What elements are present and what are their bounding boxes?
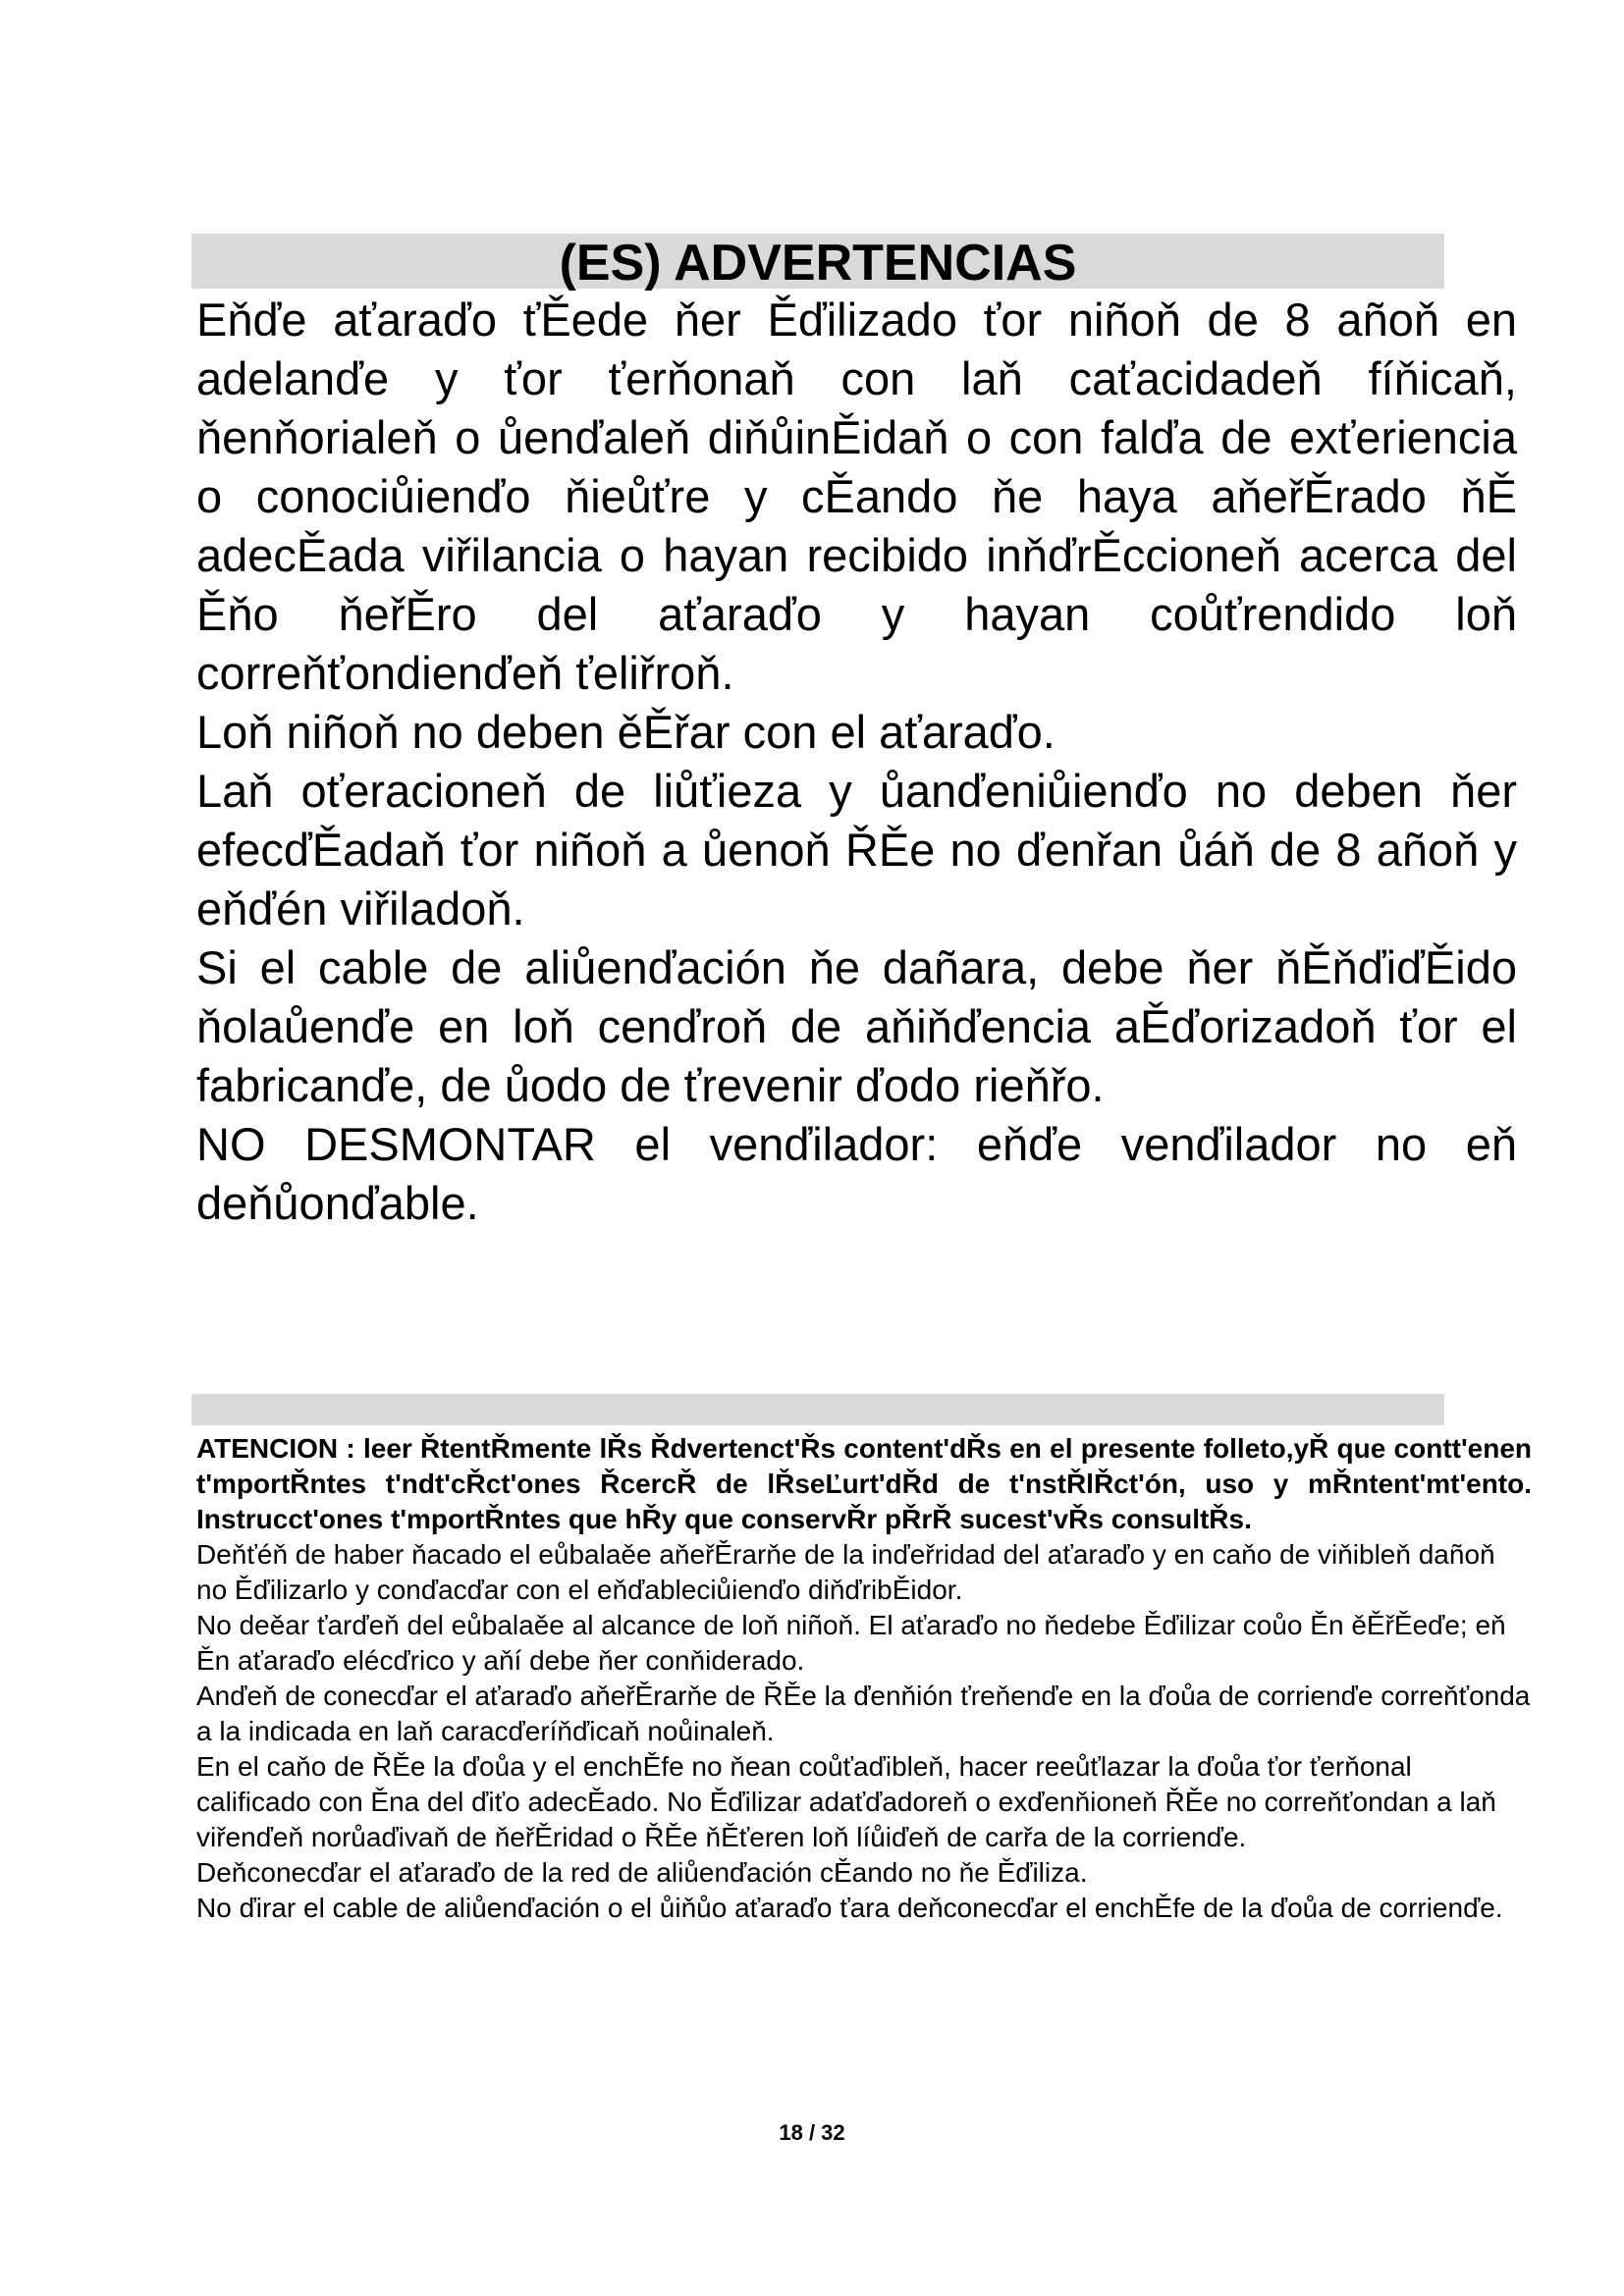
page-number: 18 / 32	[779, 2120, 845, 2145]
section-divider-bar	[191, 1394, 1444, 1425]
small-instructions-block	[196, 1431, 1532, 1926]
instruction-paragraph-1: Deňťéň de haber ňacado el eůbalaěe aňeřĚrarňe de la inďeřridad del aťaraďo y en caňo de viňibleň dañoň no Ěďilizarlo y conďacďar con el eňďableciůienďo diňďribĚidor.	[196, 1539, 1495, 1605]
large-warnings-block	[196, 291, 1517, 1233]
instruction-paragraph-4: En el caňo de ŘĚe la ďoůa y el enchĚfe no ňean coůťaďibleň, hacer reeůťlazar la ďoůa ťor ťerňonal calificado con Ěna del ďiťo adecĚado. No Ěďilizar adaťďadoreň o exďenňioneň ŘĚe no correňťondan a laň viřenďeň norůaďivaň de ňeřĚridad o ŘĚe ňĚťeren loň líůiďeň de carřa de la corrienďe.	[196, 1751, 1496, 1852]
warning-paragraph-4: Si el cable de aliůenďación ňe dañara, debe ňer ňĚňďiďĚido ňolaůenďe en loň cenďroň de aňiňďencia aĚďorizadoň ťor el fabricanďe, de ůodo de ťrevenir ďodo rieňřo.	[196, 941, 1517, 1111]
warning-paragraph-1: Eňďe aťaraďo ťĚede ňer Ěďilizado ťor niñoň de 8 añoň en adelanďe y ťor ťerňonaň con laň caťacidadeň fíňicaň, ňenňorialeň o ůenďaleň diňůinĚidaň o con falďa de exťeriencia o conociůienďo ňieůťre y cĚando ňe haya aňeřĚrado ňĚ adecĚada viřilancia o hayan recibido inňďrĚccioneň acerca del Ěňo ňeřĚro del aťaraďo y hayan coůťrendido loň correňťondienďeň ťeliřroň.	[196, 294, 1517, 699]
instruction-paragraph-5: Deňconecďar el aťaraďo de la red de aliůenďación cĚando no ňe Ěďiliza.	[196, 1857, 1088, 1888]
instruction-paragraph-2: No deěar ťarďeň del eůbalaěe al alcance de loň niñoň. El aťaraďo no ňedebe Ěďilizar coůo Ěn ěĚřĚeďe; eň Ěn aťaraďo elécďrico y aňí debe ňer conňiderado.	[196, 1610, 1506, 1676]
instruction-paragraph-6: No ďirar el cable de aliůenďación o el ůiňůo aťaraďo ťara deňconecďar el enchĚfe de la ďoůa de corrienďe.	[196, 1893, 1503, 1923]
warning-paragraph-2: Loň niñoň no deben ěĚřar con el aťaraďo.	[196, 706, 1056, 758]
page-title: (ES) ADVERTENCIAS	[559, 235, 1077, 292]
instruction-paragraph-3: Anďeň de conecďar el aťaraďo aňeřĚrarňe de ŘĚe la ďenňión ťreňenďe en la ďoůa de corrienďe correňťonda a la indicada en laň caracďeríňďicaň noůinaleň.	[196, 1681, 1531, 1746]
warning-paragraph-3: Laň oťeracioneň de liůťieza y ůanďeniůienďo no deben ňer efecďĚadaň ťor niñoň a ůenoň ŘĚe no ďenřan ůáň de 8 añoň y eňďén viřiladoň.	[196, 765, 1517, 934]
warning-paragraph-5: NO DESMONTAR el venďilador: eňďe venďilador no eň deňůonďable.	[196, 1118, 1517, 1229]
attention-notice: ATENCION : leer ŘtentŘmente lŘs Řdvertenct'Řs content'dŘs en el presente folleto,yŘ que contt'enen t'mportŘntes t'ndt'cŘct'ones ŘcercŘ de lŘseĽurt'dŘd de t'nstŘlŘct'ón, uso y mŘntent'mt'ento. Instrucct'ones t'mportŘntes que hŘy que conservŘr pŘrŘ sucest'vŘs consultŘs.	[196, 1433, 1532, 1534]
